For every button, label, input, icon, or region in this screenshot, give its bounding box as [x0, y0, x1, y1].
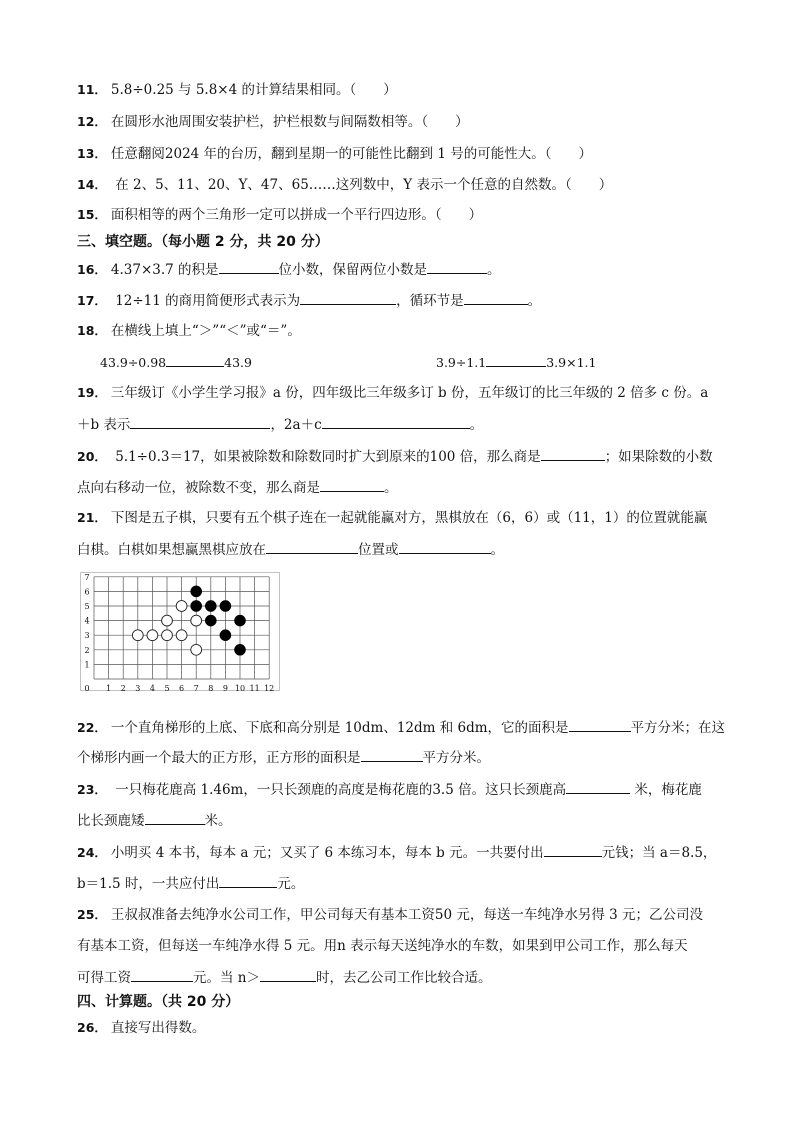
y-tick-label: 2: [84, 645, 90, 655]
question-text: 元。: [277, 876, 305, 892]
white-stone: [191, 644, 202, 655]
question-text: 点向右移动一位，被除数不变，那么商是: [77, 480, 320, 496]
black-stone: [220, 630, 231, 641]
y-tick-label: 4: [84, 616, 90, 626]
section-4-heading: 四、计算题。（共 20 分）: [77, 994, 240, 1010]
question-text: 直接写出得数。: [110, 1020, 206, 1036]
question-text: ；如果除数的小数: [604, 449, 713, 465]
question-20-line2: [77, 477, 754, 498]
question-text: 元钱；当 a＝8.5，: [601, 845, 717, 861]
answer-blank[interactable]: [219, 873, 277, 888]
question-text: 面积相等的两个三角形一定可以拼成一个平行四边形。（ ）: [110, 207, 483, 223]
answer-blank[interactable]: [486, 352, 546, 367]
x-tick-label: 1: [106, 684, 112, 693]
question-number: 15．: [77, 207, 107, 222]
question-22-line2: [77, 747, 754, 768]
question-text: 在 2、5、11、20、Y、47、65……这列数中，Y 表示一个任意的自然数。（ ）: [110, 177, 613, 193]
answer-blank[interactable]: [130, 414, 270, 429]
question-23: [77, 779, 754, 800]
question-number: 13．: [77, 146, 107, 161]
question-text: 位置或: [358, 542, 399, 558]
answer-blank[interactable]: [427, 259, 487, 274]
question-text: 任意翻阅2024 年的台历，翻到星期一的可能性比翻到 1 号的可能性大。（ ）: [110, 146, 592, 162]
answer-blank[interactable]: [541, 446, 605, 461]
question-text: 在圆形水池周围安装护栏，护栏根数与间隔数相等。（ ）: [110, 114, 469, 130]
question-text: 米。: [204, 813, 232, 829]
x-tick-label: 3: [135, 684, 141, 693]
question-number: 24．: [77, 845, 107, 860]
question-21: [77, 508, 754, 528]
question-number: 14．: [77, 177, 107, 192]
question-number: 23．: [77, 782, 107, 797]
answer-blank[interactable]: [569, 717, 631, 732]
white-stone: [191, 615, 202, 626]
question-26: [77, 1018, 754, 1038]
question-12: [77, 112, 754, 132]
answer-blank[interactable]: [260, 967, 316, 982]
question-text: 米，梅花鹿: [630, 782, 702, 798]
question-text: 比长颈鹿矮: [77, 813, 145, 829]
y-tick-label: 7: [84, 572, 90, 582]
compare-right: [436, 352, 754, 373]
question-number: 21．: [77, 510, 107, 525]
question-text: 一只梅花鹿高 1.46m，一只长颈鹿的高度是梅花鹿的3.5 倍。这只长颈鹿高: [110, 782, 567, 798]
question-13: [77, 144, 754, 164]
question-text: 个梯形内画一个最大的正方形，正方形的面积是: [77, 750, 361, 766]
black-stone: [205, 600, 216, 611]
question-text: 一个直角梯形的上底、下底和高分别是 10dm、12dm 和 6dm，它的面积是: [110, 720, 569, 736]
question-24-line2: [77, 873, 754, 894]
question-23-line2: [77, 810, 754, 831]
answer-blank[interactable]: [361, 747, 423, 762]
answer-blank[interactable]: [131, 967, 193, 982]
question-number: 26．: [77, 1020, 107, 1035]
answer-blank[interactable]: [544, 842, 602, 857]
y-tick-label: 6: [84, 587, 90, 597]
x-tick-label: 9: [222, 684, 228, 693]
x-tick-label: 10: [234, 684, 246, 693]
white-stone: [147, 630, 158, 641]
question-text: ，2a＋c: [270, 417, 322, 433]
question-text: 时，去乙公司工作比较合适。: [316, 970, 492, 986]
answer-blank[interactable]: [166, 352, 224, 367]
question-number: 20．: [77, 449, 107, 464]
answer-blank[interactable]: [320, 477, 384, 492]
question-text: 平方分米；在这: [630, 720, 726, 736]
question-number: 16．: [77, 262, 107, 277]
x-tick-label: 4: [149, 684, 155, 693]
question-number: 18．: [77, 323, 107, 338]
question-25-line2: 有基本工资，但每送一车纯净水得 5 元。用n 表示每天送纯净水的车数，如果到甲公司工作，那么每天: [77, 938, 688, 954]
x-tick-label: 2: [120, 684, 126, 693]
question-text: 白棋。白棋如果想赢黑棋应放在: [77, 542, 266, 558]
question-25: [77, 905, 754, 925]
answer-blank[interactable]: [145, 810, 205, 825]
white-stone: [132, 630, 143, 641]
question-text: ，循环节是: [396, 293, 464, 309]
x-tick-label: 11: [249, 684, 260, 693]
question-text: 。: [469, 417, 484, 433]
question-text: 下图是五子棋，只要有五个棋子连在一起就能赢对方，黑棋放在（6，6）或（11，1）的位置就能赢: [110, 510, 708, 526]
x-tick-label: 6: [179, 684, 185, 693]
answer-blank[interactable]: [300, 290, 396, 305]
question-text: 位小数，保留两位小数是: [278, 262, 428, 278]
gomoku-board: [80, 572, 280, 698]
question-14: [77, 175, 754, 195]
question-15: [77, 205, 754, 225]
black-stone: [191, 600, 202, 611]
x-tick-label: 12: [264, 684, 275, 693]
white-stone: [162, 630, 173, 641]
black-stone: [191, 586, 202, 597]
question-20: [77, 446, 754, 467]
question-text: 王叔叔准备去纯净水公司工作，甲公司每天有基本工资50 元，每送一车纯净水另得 3 元；乙公司没: [110, 907, 704, 923]
expression: 3.9÷1.1: [436, 355, 487, 370]
question-11: [77, 80, 754, 100]
answer-blank[interactable]: [322, 414, 470, 429]
answer-blank[interactable]: [566, 779, 630, 794]
question-text: 三年级订《小学生学习报》a 份，四年级比三年级多订 b 份，五年级订的比三年级的 2 倍多 c 份。a: [110, 385, 709, 401]
question-number: 19．: [77, 385, 107, 400]
white-stone: [176, 630, 187, 641]
question-text: 。: [527, 293, 542, 309]
question-24: [77, 842, 754, 863]
answer-blank[interactable]: [266, 539, 358, 554]
black-stone: [234, 644, 245, 655]
question-number: 11．: [77, 82, 107, 97]
question-text: 平方分米。: [422, 750, 490, 766]
x-tick-label: 8: [208, 684, 214, 693]
question-text: 5.1÷0.3＝17，如果被除数和除数同时扩大到原来的100 倍，那么商是: [110, 449, 541, 465]
expression: 43.9: [224, 355, 252, 370]
question-25-line3: [77, 967, 754, 988]
question-text: 小明买 4 本书，每本 a 元；又买了 6 本练习本，每本 b 元。一共要付出: [110, 845, 544, 861]
question-number: 22．: [77, 720, 107, 735]
question-text: ＋b 表示: [77, 417, 131, 433]
white-stone: [176, 601, 187, 612]
white-stone: [162, 615, 173, 626]
question-text: 。: [487, 262, 501, 278]
question-text: 。: [384, 480, 398, 496]
question-text: b＝1.5 时，一共应付出: [77, 876, 220, 892]
answer-blank[interactable]: [464, 290, 528, 305]
answer-blank[interactable]: [219, 259, 279, 274]
question-number: 17．: [77, 293, 107, 308]
question-text: 在横线上填上“＞”“＜”或“＝”。: [110, 323, 301, 339]
black-stone: [234, 615, 245, 626]
question-number: 25．: [77, 907, 107, 922]
x-tick-label: 0: [84, 684, 90, 693]
black-stone: [220, 600, 231, 611]
question-17: [77, 290, 754, 311]
expression: 43.9÷0.98: [100, 355, 167, 370]
expression: 3.9×1.1: [546, 355, 597, 370]
question-text: 4.37×3.7 的积是: [110, 262, 219, 278]
y-tick-label: 5: [84, 602, 90, 611]
question-19-line2: [77, 414, 754, 435]
black-stone: [205, 615, 216, 626]
question-number: 12．: [77, 114, 107, 129]
question-21-line2: [77, 539, 754, 560]
x-tick-label: 5: [164, 684, 170, 693]
question-text: 12÷11 的商用简便形式表示为: [110, 293, 301, 309]
question-text: 元。当 n＞: [193, 970, 260, 986]
question-text: 。: [490, 542, 504, 558]
question-18: [77, 321, 754, 341]
question-16: [77, 259, 754, 280]
section-3-heading: 三、填空题。（每小题 2 分，共 20 分）: [77, 234, 329, 250]
x-tick-label: 7: [193, 684, 199, 693]
y-tick-label: 3: [84, 631, 90, 641]
answer-blank[interactable]: [399, 539, 491, 554]
question-text: 5.8÷0.25 与 5.8×4 的计算结果相同。（ ）: [110, 82, 397, 98]
question-text: 可得工资: [77, 970, 131, 986]
question-22: [77, 717, 754, 738]
y-tick-label: 1: [84, 660, 90, 670]
question-19: [77, 383, 754, 403]
